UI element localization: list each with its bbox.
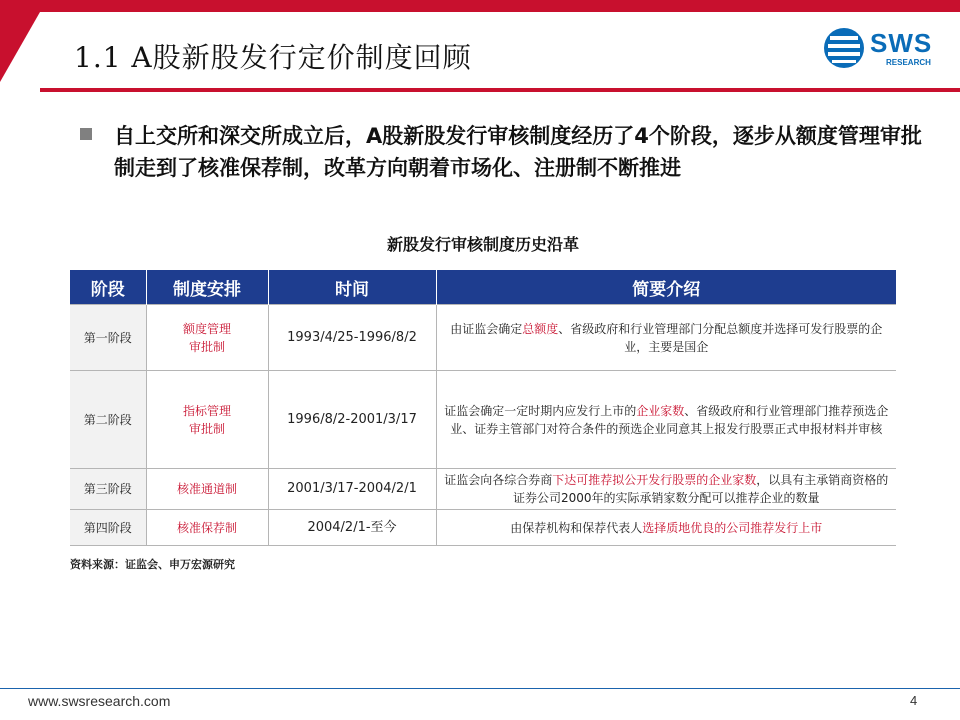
desc-text: ，以具有主承销商资格的证券公司2000年的实际承销家数分配可以推荐企业的数量 [512,473,889,505]
header-system: 制度安排 [146,270,268,305]
table-row [70,510,896,546]
desc-text: 由证监会确定 [450,321,523,336]
stage-cell: 第一阶段 [70,305,146,371]
top-red-bar [0,0,960,12]
description-cell [436,510,896,546]
system-line: 指标管理 [182,403,231,418]
stage-cell: 第二阶段 [70,371,146,469]
logo-wordmark: SWS [870,28,933,58]
period-cell: 1996/8/2-2001/3/17 [268,371,436,469]
header-period: 时间 [268,270,436,305]
table-row [70,469,896,510]
title-divider [40,88,960,92]
description-cell [436,371,896,469]
footer-url: www.swsresearch.com [28,693,171,709]
desc-text: 由保荐机构和保荐代表人 [510,520,643,535]
table-row [70,305,896,371]
table-title: 新股发行审核制度历史沿革 [386,235,579,254]
desc-text: 、省级政府和行业管理部门推荐预选企业、证券主管部门对符合条件的预选企业同意其上报发行股票正式申报材料并审核 [450,403,889,436]
system-line: 核准通道制 [176,482,237,496]
description-cell [436,469,896,510]
system-line: 额度管理 [182,321,231,336]
sws-logo-icon [822,26,866,70]
header-description: 简要介绍 [436,270,896,305]
desc-text: 证监会确定一定时期内应发行上市的 [444,403,637,418]
description-cell [436,305,896,371]
sws-logo [822,26,942,72]
top-red-slant [0,12,40,82]
bullet-square-icon [80,128,92,140]
logo-subtitle: RESEARCH [886,58,931,67]
stage-cell: 第三阶段 [70,469,146,510]
desc-text: 证监会向各综合券商 [444,473,553,487]
bullet-point [80,120,930,184]
history-table [70,270,896,546]
bullet-text: 自上交所和深交所成立后，A股新股发行审核制度经历了4个阶段，逐步从额度管理审批制走到了核准保荐制，改革方向朝着市场化、注册制不断推进 [114,124,922,180]
period-cell: 1993/4/25-1996/8/2 [268,305,436,371]
period-cell: 2001/3/17-2004/2/1 [268,469,436,510]
footer-line [0,688,960,689]
header-stage: 阶段 [70,270,146,305]
system-cell [146,469,268,510]
period-cell: 2004/2/1-至今 [268,510,436,546]
table-header-row [70,270,896,305]
desc-highlight: 选择质地优良的公司推荐发行上市 [642,520,823,535]
desc-highlight: 总额度 [522,321,559,336]
table-row [70,371,896,469]
slide-title: 1.1 A股新股发行定价制度回顾 [74,41,472,74]
system-line: 审批制 [188,421,225,436]
system-cell [146,305,268,371]
system-cell [146,371,268,469]
system-line: 核准保荐制 [176,520,237,535]
desc-highlight: 下达可推荐拟公开发行股票的企业家数 [552,473,757,487]
desc-highlight: 企业家数 [636,403,685,418]
system-line: 审批制 [188,339,225,354]
page-number: 4 [910,693,918,708]
desc-text: 、省级政府和行业管理部门分配总额度并选择可发行股票的企业，主要是国企 [558,321,883,354]
source-note: 资料来源：证监会、申万宏源研究 [70,558,235,571]
stage-cell: 第四阶段 [70,510,146,546]
system-cell [146,510,268,546]
